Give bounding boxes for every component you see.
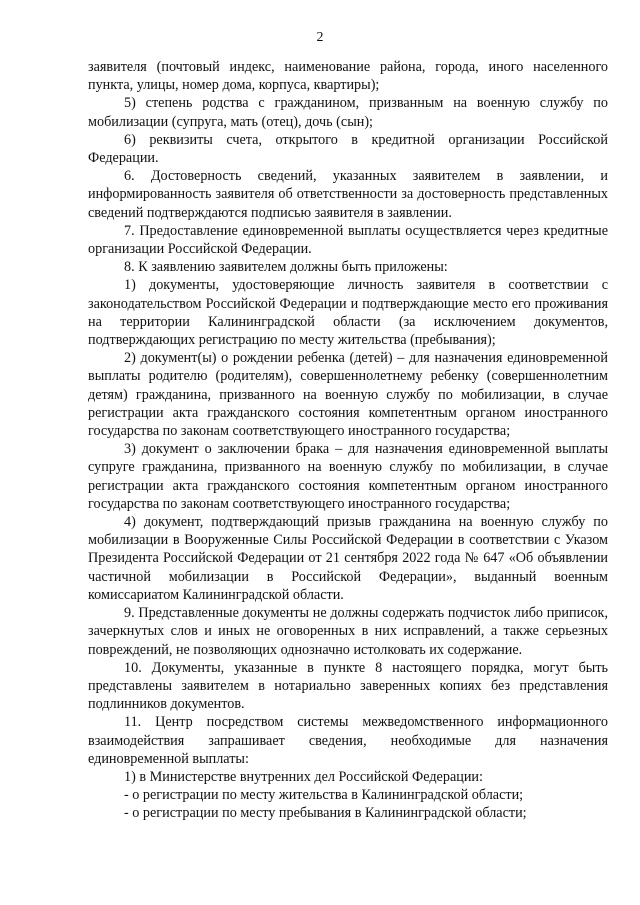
paragraph: 8. К заявлению заявителем должны быть приложены:: [124, 259, 448, 276]
paragraph: 6. Достоверность сведений, указанных заявителем в заявлении, и информированность заявителя об ответственности за достоверность представленных сведений подтверждаются подписью заявителя в заявлении.: [88, 168, 608, 221]
paragraph: 2) документ(ы) о рождении ребенка (детей) – для назначения единовременной выплаты родителю (родителям), совершеннолетнему ребенку (совершеннолетним детям) гражданина, призванного на военную службу по мобилизации, в случае регистрации акта гражданского состояния компетентным органом иностранного государства по законам соответствующего иностранного государства;: [88, 350, 608, 440]
paragraph: 4) документ, подтверждающий призыв гражданина на военную службу по мобилизации в Вооруженные Силы Российской Федерации в соответствии с Указом Президента Российской Федерации от 21 сентября 2022 года № 647 «Об объявлении частичной мобилизации в Российской Федерации», выданный военным комиссариатом Калининградской области.: [88, 514, 608, 603]
paragraph: 5) степень родства с гражданином, призванным на военную службу по мобилизации (супруга, мать (отец), дочь (сын);: [88, 95, 608, 130]
paragraph: - о регистрации по месту пребывания в Калининградской области;: [124, 805, 527, 822]
paragraph: заявителя (почтовый индекс, наименование района, города, иного населенного пункта, улицы, номер дома, корпуса, квартиры);: [88, 59, 608, 94]
paragraph: 7. Предоставление единовременной выплаты осуществляется через кредитные организации Российской Федерации.: [88, 222, 608, 258]
document-body: [88, 58, 608, 823]
paragraph: 3) документ о заключении брака – для назначения единовременной выплаты супруге гражданина, призванного на военную службу по мобилизации, в случае регистрации акта гражданского состояния компетентным органом иностранного государства по законам соответствующего иностранного государства;: [88, 441, 608, 512]
paragraph: 1) документы, удостоверяющие личность заявителя в соответствии с законодательством Российской Федерации и подтверждающие место его проживания на территории Калининградской области (за исключением документов, подтверждающих регистрацию по месту жительства (пребывания);: [88, 277, 608, 349]
page-number: 2: [316, 30, 324, 45]
paragraph: 10. Документы, указанные в пункте 8 настоящего порядка, могут быть представлены заявителем в нотариально заверенных копиях без представления подлинников документов.: [88, 659, 608, 713]
paragraph: 1) в Министерстве внутренних дел Российской Федерации:: [124, 768, 483, 785]
paragraph: 9. Представленные документы не должны содержать подчисток либо приписок, зачеркнутых слов и иных не оговоренных в них исправлений, а также серьезных повреждений, не позволяющих однозначно истолковать их содержание.: [88, 605, 608, 658]
paragraph: - о регистрации по месту жительства в Калининградской области;: [124, 787, 524, 804]
paragraph: 6) реквизиты счета, открытого в кредитной организации Российской Федерации.: [88, 131, 608, 167]
paragraph: 11. Центр посредством системы межведомственного информационного взаимодействия запрашивает сведения, необходимые для назначения единовременной выплаты:: [88, 714, 608, 767]
